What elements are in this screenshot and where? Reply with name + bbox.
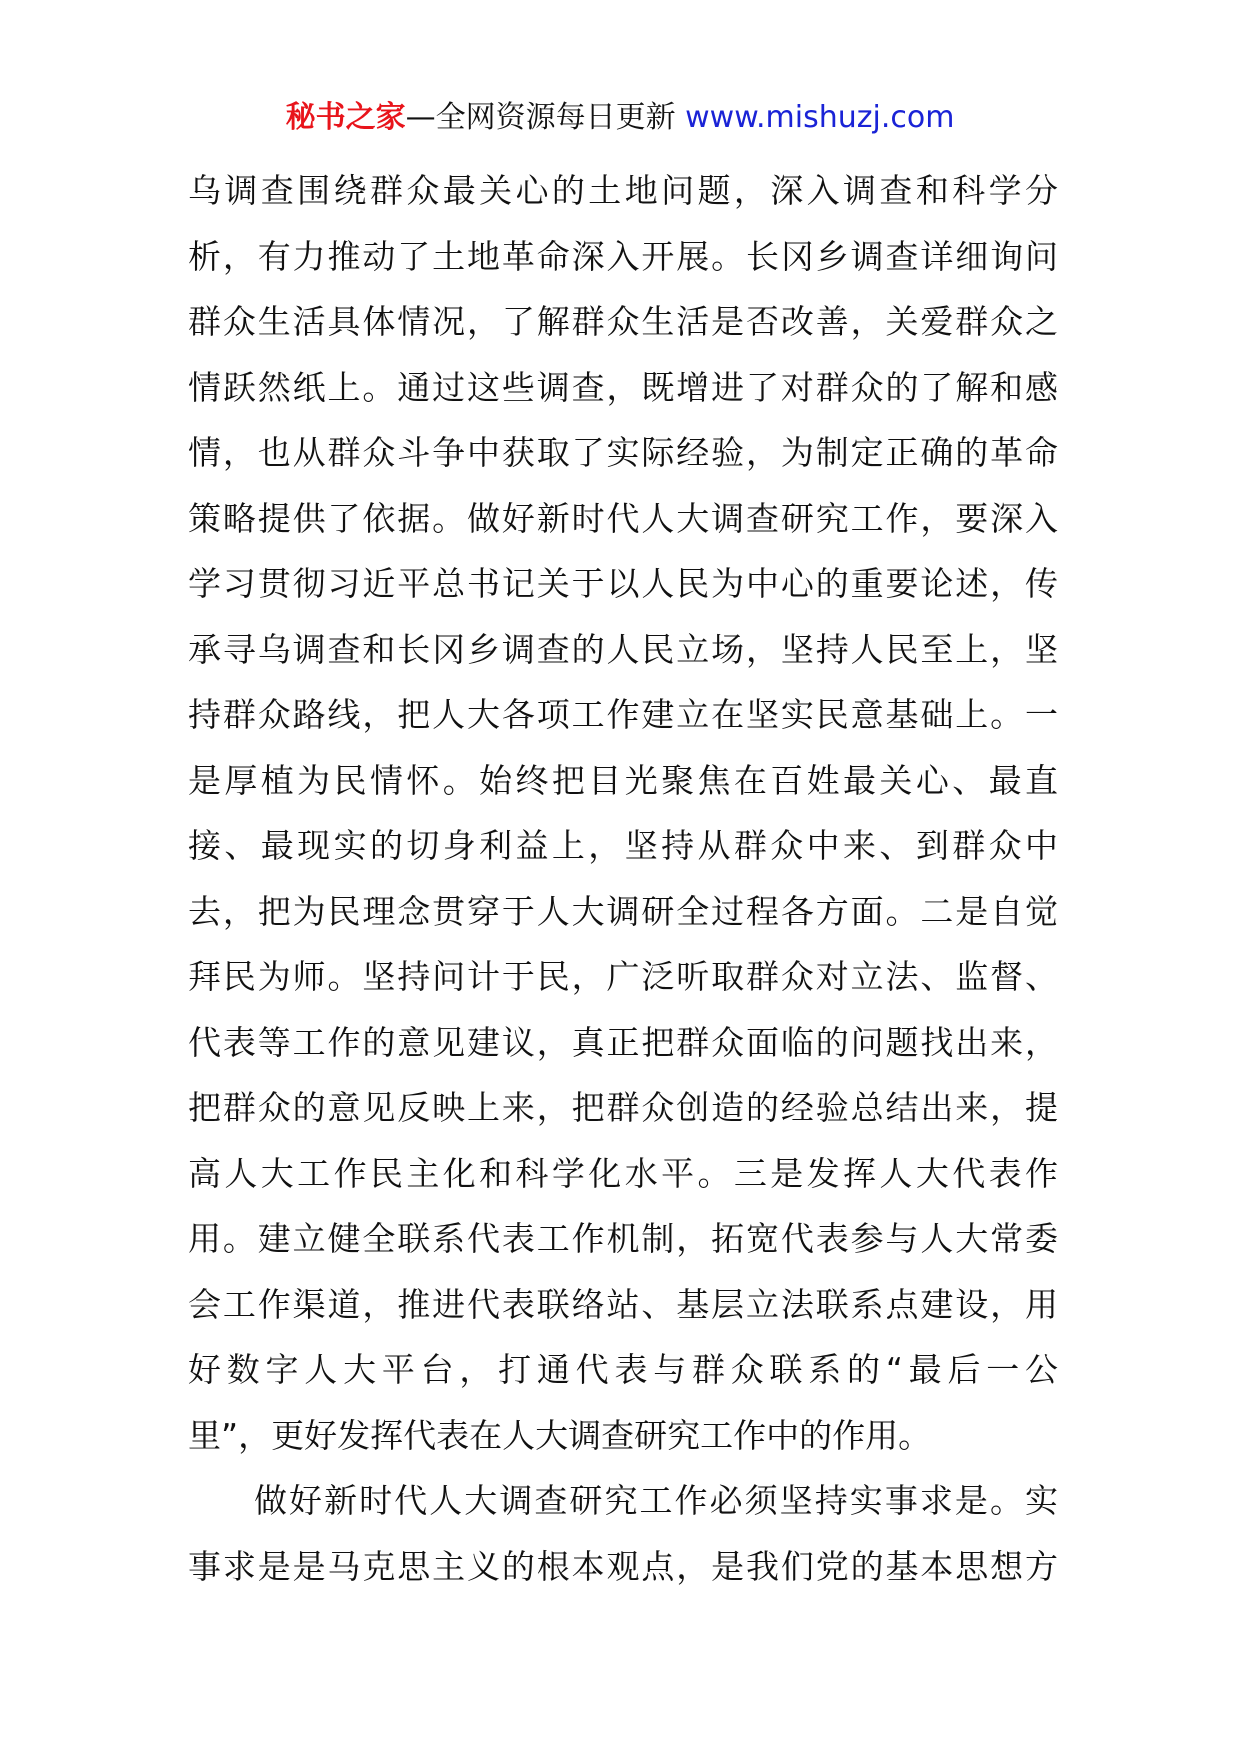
text-line: 高人大工作民主化和科学化水平。三是发挥人大代表作 xyxy=(188,1153,1058,1193)
text-line: 群众生活具体情况，了解群众生活是否改善，关爱群众之 xyxy=(188,302,1058,341)
text-line: 用。建立健全联系代表工作机制，拓宽代表参与人大常委 xyxy=(188,1219,1058,1258)
text-line: 是厚植为民情怀。始终把目光聚焦在百姓最关心、最直 xyxy=(188,760,1058,800)
text-line: 会工作渠道，推进代表联络站、基层立法联系点建设，用 xyxy=(188,1284,1058,1324)
text-line: 把群众的意见反映上来，把群众创造的经验总结出来，提 xyxy=(188,1088,1058,1127)
text-line: 析，有力推动了土地革命深入开展。长冈乡调查详细询问 xyxy=(188,236,1058,276)
text-line: 学习贯彻习近平总书记关于以人民为中心的重要论述，传 xyxy=(188,564,1058,603)
site-header xyxy=(0,98,1240,138)
text-line: 拜民为师。坚持问计于民，广泛听取群众对立法、监督、 xyxy=(188,957,1058,996)
site-url[interactable]: www.mishuzj.com xyxy=(685,100,955,135)
text-line: 情，也从群众斗争中获取了实际经验，为制定正确的革命 xyxy=(188,433,1058,472)
text-line: 承寻乌调查和长冈乡调查的人民立场，坚持人民至上，坚 xyxy=(188,629,1058,669)
site-slogan: —全网资源每日更新 xyxy=(405,100,686,135)
paragraph-end-line: 里”，更好发挥代表在人大调查研究工作中的作用。 xyxy=(188,1415,932,1455)
text-line: 接、最现实的切身利益上，坚持从群众中来、到群众中 xyxy=(188,826,1058,865)
text-line: 去，把为民理念贯穿于人大调研全过程各方面。二是自觉 xyxy=(188,891,1058,931)
text-line: 事求是是马克思主义的根本观点，是我们党的基本思想方 xyxy=(188,1546,1058,1586)
text-line: 情跃然纸上。通过这些调查，既增进了对群众的了解和感 xyxy=(188,367,1058,407)
document-body xyxy=(188,158,1058,1599)
text-line: 代表等工作的意见建议，真正把群众面临的问题找出来， xyxy=(188,1022,1058,1062)
text-line: 乌调查围绕群众最关心的土地问题，深入调查和科学分 xyxy=(188,171,1058,210)
paragraph-start-line: 做好新时代人大调查研究工作必须坚持实事求是。实 xyxy=(254,1481,1058,1520)
site-brand: 秘书之家 xyxy=(285,100,406,135)
text-line: 持群众路线，把人大各项工作建立在坚实民意基础上。一 xyxy=(188,695,1058,734)
text-line: 策略提供了依据。做好新时代人大调查研究工作，要深入 xyxy=(188,498,1058,538)
text-line: 好数字人大平台，打通代表与群众联系的“最后一公 xyxy=(188,1350,1058,1389)
